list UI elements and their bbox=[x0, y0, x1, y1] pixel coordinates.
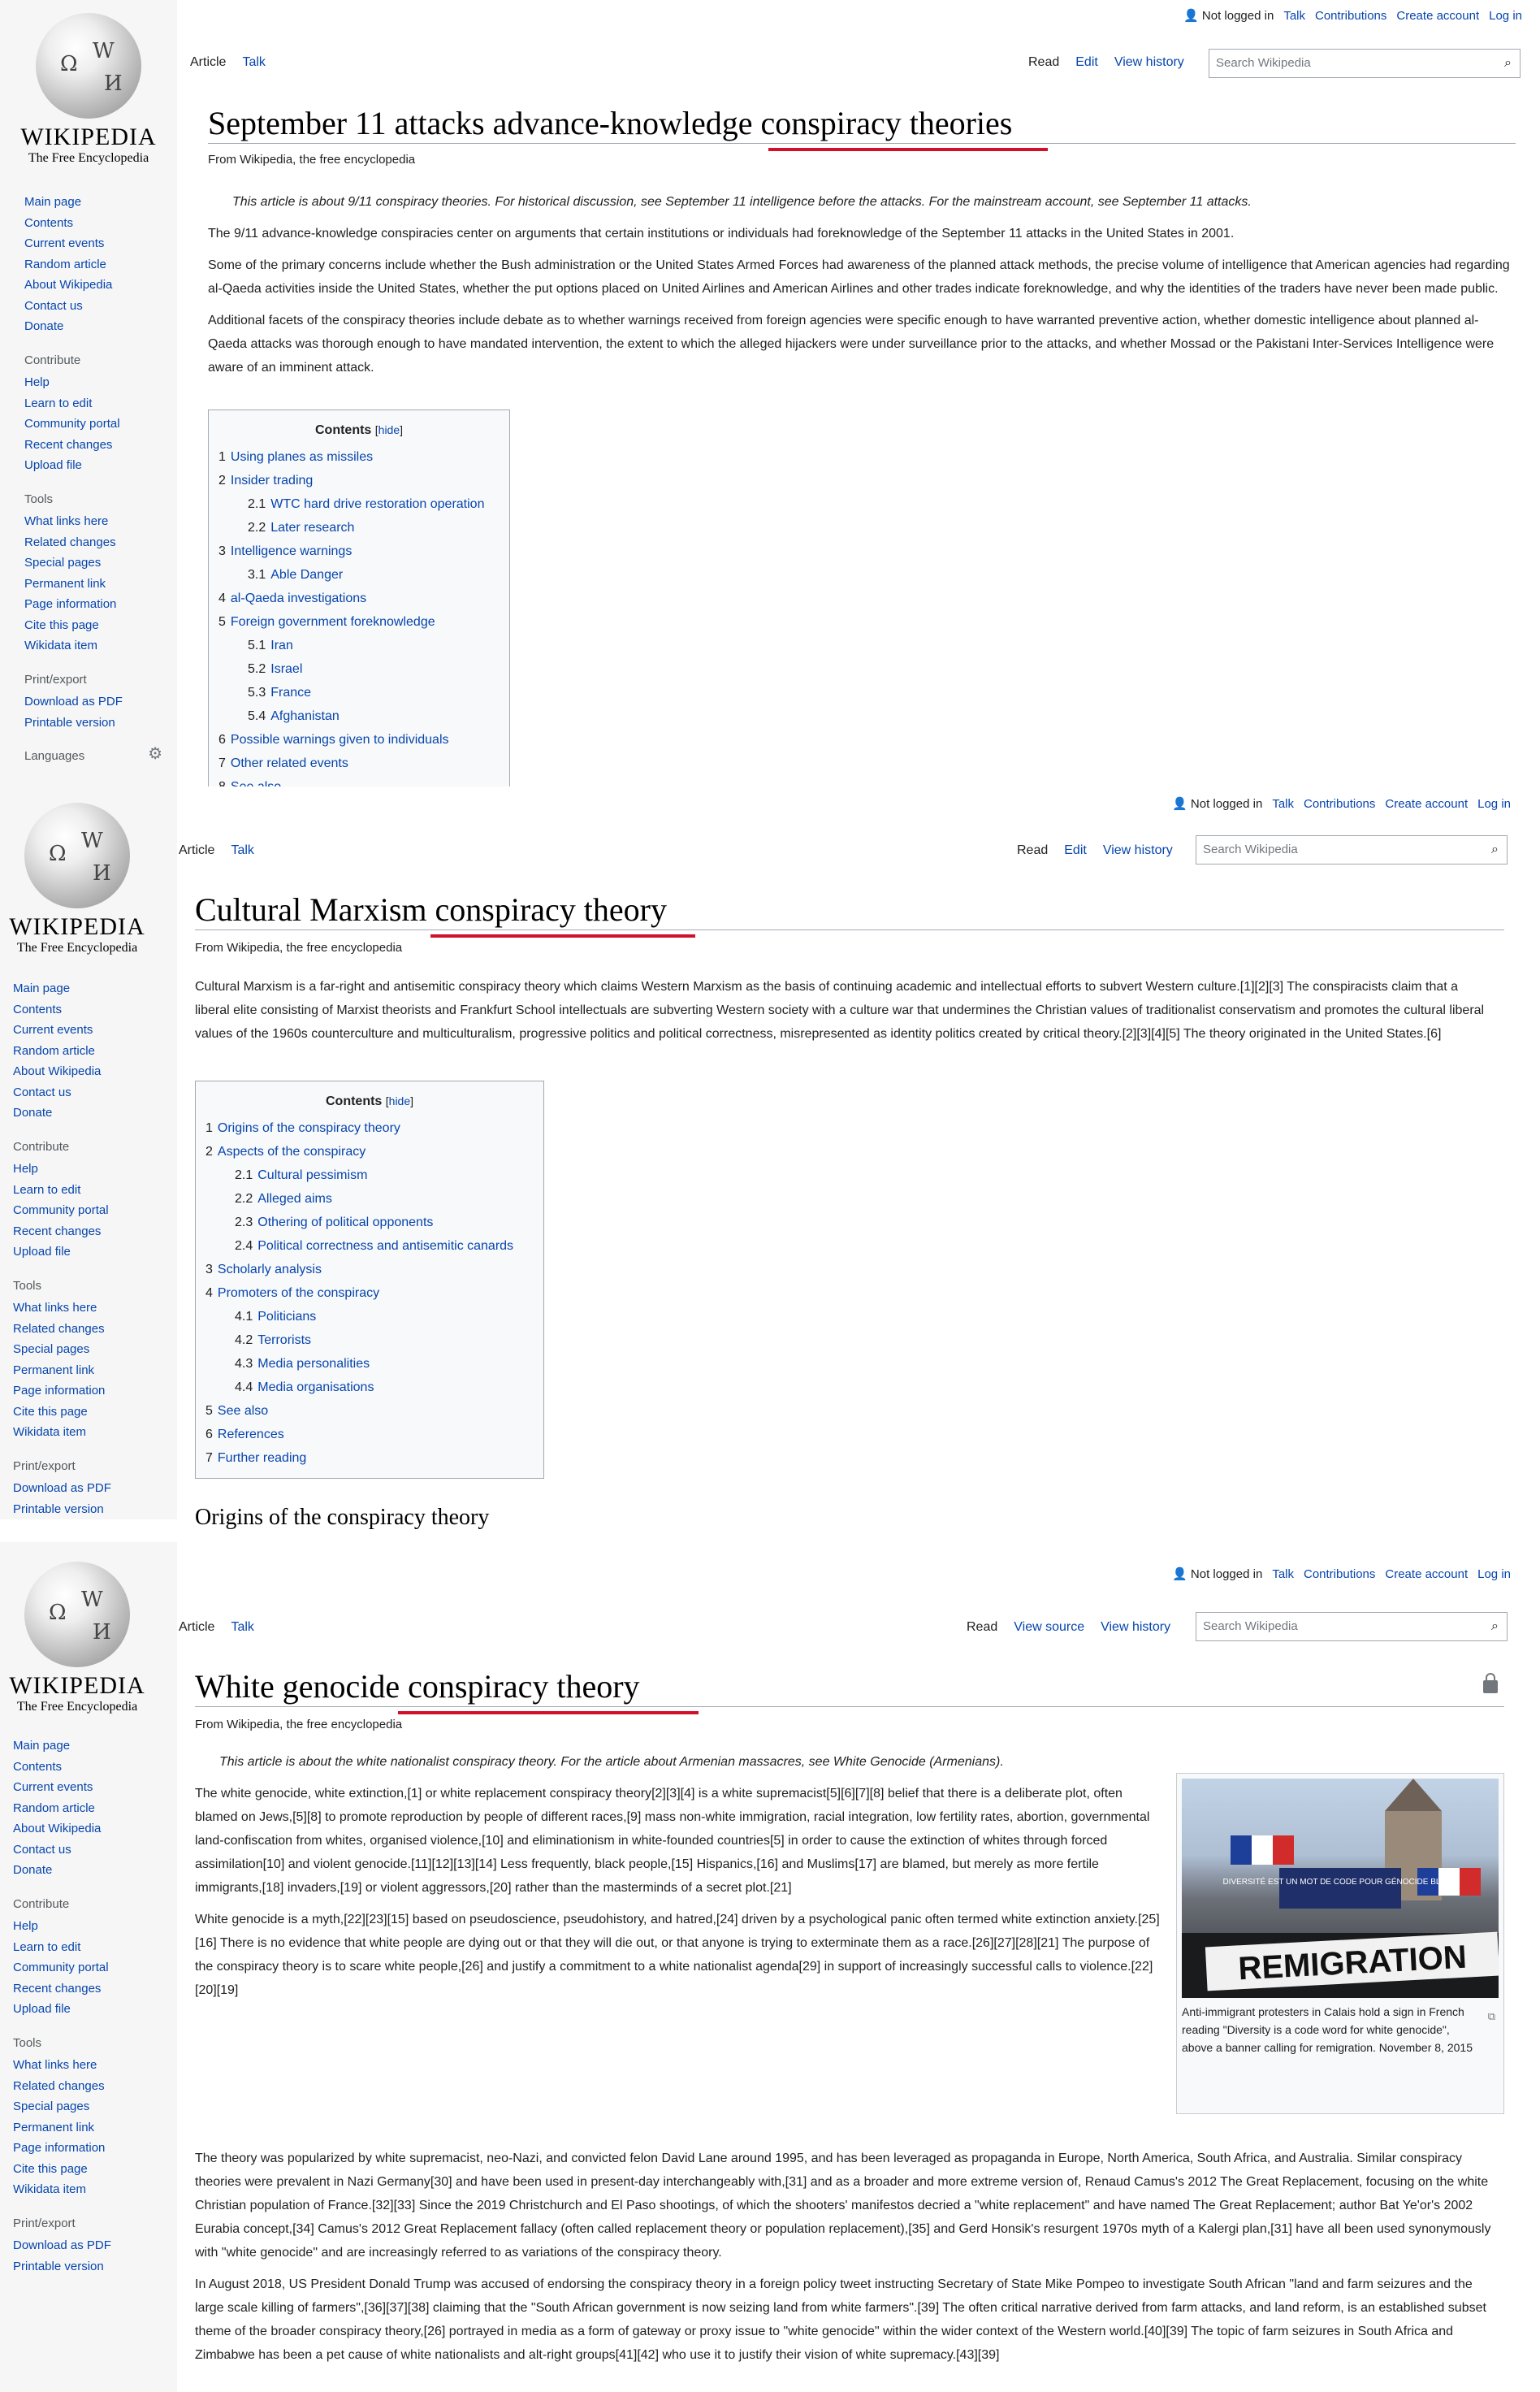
personal-link-contributions[interactable]: Contributions bbox=[1304, 797, 1376, 811]
print-heading: Print/export bbox=[24, 672, 87, 687]
tab-view-history[interactable]: View history bbox=[1101, 1620, 1171, 1634]
toc-item[interactable] bbox=[218, 445, 500, 469]
toc-item[interactable] bbox=[218, 728, 500, 752]
toc-item[interactable] bbox=[218, 587, 500, 610]
paragraph: Cultural Marxism is a far-right and antisemitic conspiracy theory which claims Western Marxism as the basis of continuing academic and intellectual efforts to subvert Western culture.[1][2][3] The conspiracists claim that a liberal elite consisting of Marxist theorists and Frankfurt School intellectuals are subverting Western society with a culture war that undermines the Christian values of traditionalist conservatism and promotes the cultural liberal values of the 1960s counterculture and multiculturalism, progressive politics and political correctness, misrepresented as identity politics created by critical theory.[2][3][4][5] The theory originated in the United States.[6] bbox=[195, 980, 1485, 1041]
toc-number: 7 bbox=[205, 1451, 213, 1465]
toc-item[interactable] bbox=[205, 1423, 534, 1446]
article-body bbox=[195, 1750, 1160, 2010]
personal-link-talk[interactable]: Talk bbox=[1283, 9, 1305, 23]
personal-link-create-account[interactable]: Create account bbox=[1385, 797, 1469, 811]
hatnote: This article is about 9/11 conspiracy theories. For historical discussion, see September 11 intelligence before the attacks. For the mainstream account, see September 11 attacks. bbox=[232, 195, 1252, 209]
toc-number: 4 bbox=[205, 1286, 213, 1300]
toc-number: 5.3 bbox=[248, 686, 266, 700]
toc-number: 5.2 bbox=[248, 662, 266, 676]
toc-text[interactable]: Media personalities bbox=[257, 1357, 370, 1371]
sidebar-item-upload-file[interactable]: Upload file bbox=[13, 1245, 71, 1259]
sidebar-item-special-pages[interactable]: Special pages bbox=[13, 1342, 90, 1356]
image-caption: Anti-immigrant protesters in Calais hold a sign in French reading "Diversity is a code word for white genocide", above a banner calling for remigration. November 8, 2015 bbox=[1182, 2005, 1473, 2054]
flag-white bbox=[1252, 1835, 1273, 1865]
toc-number: 5 bbox=[205, 1404, 213, 1418]
globe-icon: Ω W И bbox=[36, 13, 141, 119]
sidebar-item-learn-to-edit[interactable]: Learn to edit bbox=[13, 1939, 81, 1954]
sidebar-nav bbox=[13, 1736, 111, 2277]
toc-text[interactable]: Further reading bbox=[217, 1451, 307, 1465]
nav-tools bbox=[13, 1298, 111, 1443]
nav-contribute bbox=[24, 372, 162, 476]
personal-link-talk[interactable]: Talk bbox=[1272, 797, 1294, 811]
toc-item[interactable] bbox=[218, 540, 500, 563]
screenshot-sept11 bbox=[0, 0, 1540, 786]
personal-links bbox=[1274, 9, 1522, 23]
title-rule bbox=[208, 143, 1516, 144]
tab-view-history[interactable]: View history bbox=[1102, 843, 1173, 857]
toc-text[interactable]: Cultural pessimism bbox=[257, 1168, 368, 1182]
sidebar-item-permanent-link[interactable]: Permanent link bbox=[13, 2120, 95, 2134]
toc-number: 2.3 bbox=[235, 1216, 253, 1229]
sidebar-item-learn-to-edit[interactable]: Learn to edit bbox=[24, 396, 93, 410]
toc-number: 2 bbox=[205, 1145, 213, 1159]
sidebar-item-special-pages[interactable]: Special pages bbox=[24, 556, 102, 570]
languages-heading bbox=[24, 746, 162, 767]
toc-number: 6 bbox=[205, 1428, 213, 1441]
toc-number: 2 bbox=[218, 474, 226, 488]
search-icon[interactable]: ⌕ bbox=[1491, 843, 1499, 856]
sidebar-item-contents[interactable]: Contents bbox=[13, 1759, 63, 1774]
toc-text[interactable]: France bbox=[270, 686, 312, 700]
personal-link-create-account[interactable]: Create account bbox=[1385, 1567, 1469, 1581]
toc-text[interactable]: Origins of the conspiracy theory bbox=[217, 1121, 400, 1135]
sign-board bbox=[1279, 1868, 1401, 1909]
toc-title: Contents bbox=[314, 423, 372, 437]
contribute-heading: Contribute bbox=[24, 353, 81, 367]
sidebar-item-what-links-here[interactable]: What links here bbox=[13, 2058, 97, 2072]
toc-number: 2.2 bbox=[235, 1192, 253, 1206]
gear-icon[interactable]: ⚙ bbox=[148, 745, 162, 763]
toc-text[interactable]: Alleged aims bbox=[257, 1192, 332, 1206]
sidebar-item-random-article[interactable]: Random article bbox=[13, 1043, 95, 1058]
sidebar-item-page-information[interactable]: Page information bbox=[13, 1384, 106, 1398]
toc-number: 4.2 bbox=[235, 1333, 253, 1347]
site-sub: From Wikipedia, the free encyclopedia bbox=[195, 1718, 403, 1731]
personal-tools bbox=[1183, 8, 1522, 23]
tagline: The Free Encyclopedia bbox=[16, 941, 138, 955]
sidebar-item-contents[interactable]: Contents bbox=[24, 215, 74, 230]
wikipedia-logo[interactable] bbox=[8, 803, 146, 956]
view-tabs bbox=[1020, 55, 1192, 70]
toc-text[interactable]: Insider trading bbox=[230, 474, 314, 488]
toc-item[interactable] bbox=[218, 704, 500, 728]
sidebar-item-what-links-here[interactable]: What links here bbox=[13, 1301, 97, 1315]
tab-view-history[interactable]: View history bbox=[1114, 55, 1184, 69]
sidebar-item-wikidata-item[interactable]: Wikidata item bbox=[13, 1425, 87, 1439]
nav-contribute bbox=[13, 1159, 111, 1263]
screenshot-white-genocide bbox=[0, 1542, 1540, 2392]
sidebar-item-community-portal[interactable]: Community portal bbox=[24, 417, 120, 431]
sidebar-item-current-events[interactable]: Current events bbox=[24, 236, 105, 250]
sidebar-item-download-as-pdf[interactable]: Download as PDF bbox=[13, 2238, 111, 2252]
toc-number: 5.1 bbox=[248, 639, 266, 652]
nav-print bbox=[13, 2235, 111, 2277]
toc-text[interactable]: WTC hard drive restoration operation bbox=[270, 497, 485, 511]
toc-item[interactable] bbox=[205, 1446, 534, 1470]
sidebar-item-recent-changes[interactable]: Recent changes bbox=[13, 1981, 102, 1996]
page-title: Cultural Marxism conspiracy theory bbox=[195, 891, 667, 928]
sidebar-item-help[interactable]: Help bbox=[24, 375, 50, 389]
personal-link-create-account[interactable]: Create account bbox=[1396, 9, 1480, 23]
sidebar-item-donate[interactable]: Donate bbox=[13, 1863, 53, 1877]
personal-link-log-in[interactable]: Log in bbox=[1477, 1567, 1511, 1581]
toc-number: 7 bbox=[218, 756, 226, 770]
sidebar-nav bbox=[13, 978, 111, 1519]
sidebar-item-download-as-pdf[interactable]: Download as PDF bbox=[24, 695, 123, 708]
toc-text[interactable]: Using planes as missiles bbox=[230, 450, 374, 464]
sidebar-item-related-changes[interactable]: Related changes bbox=[13, 2078, 105, 2093]
site-sub: From Wikipedia, the free encyclopedia bbox=[208, 153, 416, 167]
title-rule bbox=[195, 1706, 1504, 1707]
contribute-heading: Contribute bbox=[13, 1139, 70, 1154]
personal-links bbox=[1262, 797, 1511, 811]
contribute-heading: Contribute bbox=[13, 1896, 70, 1911]
paragraph: The white genocide, white extinction,[1] or white replacement conspiracy theory[2][3][4] is a white supremacist[5][6][7][8] belief that there is a deliberate plot, often blamed on Jews,[5][8] to promote reproduction by people of different races,[9] mass non-white immigration, racial integration, low fertility rates, abortion, governmental land-confiscation from whites, organised violence,[10] and eliminationism in white-founded countries[5] in order to cause the extinction of whites through forced assimilation[10] and violent genocide.[11][12][13][14] Less frequently, black people,[15] Hispanics,[16] and Muslims[17] are blamed, but merely as more fertile immigrants,[18] invaders,[19] or violent aggressors,[20] rather than the masterminds of a secret plot.[21] bbox=[195, 1787, 1150, 1895]
toc-text[interactable]: Israel bbox=[270, 662, 303, 676]
personal-tools bbox=[1172, 796, 1511, 811]
sidebar-item-permanent-link[interactable]: Permanent link bbox=[13, 1363, 95, 1377]
screenshot-cultural-marxism bbox=[0, 786, 1540, 1530]
toc-item[interactable] bbox=[205, 1258, 534, 1281]
toc-item[interactable] bbox=[205, 1399, 534, 1423]
nav-tools bbox=[13, 2055, 111, 2200]
nav-print bbox=[13, 1478, 111, 1519]
sidebar-item-permanent-link[interactable]: Permanent link bbox=[24, 576, 106, 591]
sidebar-item-upload-file[interactable]: Upload file bbox=[24, 458, 82, 472]
hatnote: This article is about the white nationalist conspiracy theory. For the article about Armenian massacres, see White Genocide (Armenians). bbox=[219, 1755, 1004, 1769]
wikipedia-logo[interactable] bbox=[8, 1562, 146, 1714]
tab-read[interactable]: Read bbox=[1028, 55, 1060, 69]
toc-number: 2.1 bbox=[248, 497, 266, 511]
title-highlight-underline bbox=[398, 1711, 699, 1714]
flag-blue bbox=[1231, 1835, 1252, 1865]
toc-number: 3.1 bbox=[248, 568, 266, 582]
user-icon: 👤 bbox=[1172, 1567, 1187, 1581]
toc-text[interactable]: Media organisations bbox=[257, 1380, 374, 1394]
sidebar-item-main-page[interactable]: Main page bbox=[13, 982, 71, 995]
sidebar bbox=[0, 786, 177, 1519]
tab-talk[interactable]: Talk bbox=[231, 1620, 254, 1634]
toc-text[interactable]: Othering of political opponents bbox=[257, 1216, 434, 1229]
nav-main bbox=[24, 192, 162, 337]
personal-tools bbox=[1172, 1566, 1511, 1581]
tab-read[interactable]: Read bbox=[1017, 843, 1049, 857]
toc-item[interactable] bbox=[218, 634, 500, 657]
personal-links bbox=[1262, 1567, 1511, 1581]
tab-article[interactable]: Article bbox=[190, 55, 227, 69]
sidebar-item-download-as-pdf[interactable]: Download as PDF bbox=[13, 1481, 111, 1495]
sidebar-item-main-page[interactable]: Main page bbox=[24, 195, 82, 209]
sidebar-item-printable-version[interactable]: Printable version bbox=[13, 2259, 104, 2273]
nav-tools bbox=[24, 511, 162, 656]
sidebar-item-community-portal[interactable]: Community portal bbox=[13, 1203, 109, 1217]
sidebar-item-about-wikipedia[interactable]: About Wikipedia bbox=[13, 1064, 102, 1078]
toc-text[interactable]: Politicians bbox=[257, 1310, 317, 1324]
sidebar-item-help[interactable]: Help bbox=[13, 1919, 38, 1933]
toc-number: 1 bbox=[205, 1121, 213, 1135]
sidebar-item-printable-version[interactable]: Printable version bbox=[24, 715, 115, 730]
toc-number: 1 bbox=[218, 450, 226, 464]
article-body bbox=[208, 190, 1516, 388]
toc-hide-link[interactable]: hide bbox=[388, 1094, 411, 1107]
building-roof bbox=[1385, 1779, 1442, 1811]
protest-photo[interactable] bbox=[1182, 1779, 1499, 1998]
namespace-tabs bbox=[171, 843, 262, 858]
sidebar-item-what-links-here[interactable]: What links here bbox=[24, 514, 109, 528]
toc-item[interactable] bbox=[205, 1281, 534, 1305]
sidebar-item-recent-changes[interactable]: Recent changes bbox=[24, 437, 113, 452]
toc-number: 4.3 bbox=[235, 1357, 253, 1371]
tab-article[interactable]: Article bbox=[179, 843, 215, 857]
toc-text[interactable]: Aspects of the conspiracy bbox=[217, 1145, 366, 1159]
sidebar-item-contact-us[interactable]: Contact us bbox=[13, 1085, 71, 1099]
toc-heading: Contents [hide] bbox=[314, 423, 404, 437]
article-body-wide bbox=[195, 2147, 1504, 2375]
toc-text[interactable]: Terrorists bbox=[257, 1333, 312, 1347]
table-of-contents bbox=[195, 1081, 544, 1479]
wordmark: WIKIPEDIA bbox=[9, 913, 145, 940]
tools-heading: Tools bbox=[13, 1278, 42, 1293]
toc-number: 6 bbox=[218, 733, 226, 747]
sidebar-item-random-article[interactable]: Random article bbox=[13, 1800, 95, 1815]
view-tabs bbox=[1009, 843, 1181, 858]
image-thumbnail[interactable] bbox=[1176, 1773, 1504, 2114]
search-input[interactable] bbox=[1209, 49, 1521, 78]
toc-item[interactable] bbox=[218, 469, 500, 492]
wordmark: WIKIPEDIA bbox=[20, 124, 157, 150]
toc-item[interactable] bbox=[218, 657, 500, 681]
sidebar bbox=[0, 0, 177, 786]
article-body bbox=[195, 975, 1495, 1054]
tab-talk[interactable]: Talk bbox=[242, 55, 266, 69]
not-logged-in: Not logged in bbox=[1201, 9, 1274, 23]
section-heading: Origins of the conspiracy theory bbox=[195, 1505, 490, 1530]
title-highlight-underline bbox=[430, 934, 695, 938]
tab-edit[interactable]: Edit bbox=[1064, 843, 1087, 857]
sidebar-item-learn-to-edit[interactable]: Learn to edit bbox=[13, 1182, 81, 1197]
sign-text: DIVERSITÉ EST UN MOT DE CODE POUR GÉNOCIDE BLANC bbox=[1222, 1878, 1458, 1887]
toc-number: 4.4 bbox=[235, 1380, 253, 1394]
sidebar-item-cite-this-page[interactable]: Cite this page bbox=[13, 1404, 88, 1419]
toc-item[interactable] bbox=[218, 752, 500, 775]
toc-list bbox=[205, 1116, 534, 1470]
toc-item[interactable] bbox=[205, 1376, 534, 1399]
toc-item[interactable] bbox=[205, 1305, 534, 1328]
sidebar-item-random-article[interactable]: Random article bbox=[24, 257, 106, 271]
toc-text[interactable]: Scholarly analysis bbox=[217, 1263, 322, 1276]
sidebar-item-about-wikipedia[interactable]: About Wikipedia bbox=[24, 278, 113, 292]
sidebar-item-related-changes[interactable]: Related changes bbox=[13, 1321, 105, 1336]
search-icon[interactable]: ⌕ bbox=[1491, 1619, 1499, 1633]
search-icon[interactable]: ⌕ bbox=[1504, 56, 1512, 70]
sidebar-item-wikidata-item[interactable]: Wikidata item bbox=[24, 639, 98, 652]
toc-number: 5 bbox=[218, 615, 226, 629]
toc-text[interactable]: Afghanistan bbox=[270, 709, 340, 723]
sidebar-item-page-information[interactable]: Page information bbox=[24, 597, 117, 611]
toc-item[interactable] bbox=[205, 1234, 534, 1258]
wikipedia-logo[interactable] bbox=[19, 13, 158, 166]
flag-red bbox=[1273, 1835, 1294, 1865]
nav-main bbox=[13, 978, 111, 1124]
toc-text[interactable]: Intelligence warnings bbox=[230, 544, 353, 558]
search-placeholder: Search Wikipedia bbox=[1216, 56, 1311, 70]
toc-item[interactable] bbox=[218, 492, 500, 516]
page-title: September 11 attacks advance-knowledge conspiracy theories bbox=[208, 105, 1013, 141]
print-heading: Print/export bbox=[13, 2216, 76, 2230]
search-input[interactable] bbox=[1196, 835, 1508, 864]
sidebar-item-about-wikipedia[interactable]: About Wikipedia bbox=[13, 1822, 102, 1835]
paragraph: Additional facets of the conspiracy theories include debate as to whether warnings received from foreign agencies were specific enough to have warranted preventive action, whether domestic intelligence about planned al-Qaeda attacks was thorough enough to have mandated intervention, the extent to which the alleged hijackers were under surveillance prior to the attacks, and whether Mossad or the Pakistani Inter-Services Intelligence were aware of an imminent attack. bbox=[208, 314, 1495, 375]
toc-text[interactable]: al-Qaeda investigations bbox=[230, 592, 367, 605]
toc-hide-link[interactable]: hide bbox=[378, 423, 400, 436]
toc-title: Contents bbox=[325, 1094, 383, 1108]
search-placeholder: Search Wikipedia bbox=[1203, 843, 1298, 856]
toc-text[interactable]: Foreign government foreknowledge bbox=[230, 615, 435, 629]
not-logged-in: Not logged in bbox=[1190, 797, 1263, 811]
sidebar bbox=[0, 1542, 177, 2392]
sidebar-nav bbox=[24, 192, 162, 769]
toc-text[interactable]: Iran bbox=[270, 639, 293, 652]
toc-item[interactable] bbox=[205, 1187, 534, 1211]
tab-talk[interactable]: Talk bbox=[231, 843, 254, 857]
toc-item[interactable] bbox=[218, 516, 500, 540]
title-highlight-underline bbox=[768, 148, 1048, 151]
toc-number: 3 bbox=[205, 1263, 213, 1276]
toc-heading: Contents [hide] bbox=[325, 1094, 414, 1108]
namespace-tabs bbox=[182, 55, 274, 70]
languages-label: Languages bbox=[24, 749, 85, 763]
toc-number: 5.4 bbox=[248, 709, 266, 723]
sidebar-item-wikidata-item[interactable]: Wikidata item bbox=[13, 2182, 87, 2196]
paragraph: Some of the primary concerns include whether the Bush administration or the United States Armed Forces had awareness of the planned attack methods, the precise volume of intelligence that American agencies had regarding al-Qaeda activities inside the United States, whether the put options placed on United Airlines and American Airlines and other trades indicate foreknowledge, and why the identities of the traders have never been made public. bbox=[208, 258, 1510, 296]
sidebar-item-contact-us[interactable]: Contact us bbox=[24, 298, 83, 313]
user-icon: 👤 bbox=[1172, 797, 1187, 811]
nav-main bbox=[13, 1736, 111, 1881]
toc-item[interactable] bbox=[218, 681, 500, 704]
tab-article[interactable]: Article bbox=[179, 1620, 215, 1634]
namespace-tabs bbox=[171, 1620, 262, 1635]
toc-text[interactable]: Later research bbox=[270, 521, 355, 535]
print-heading: Print/export bbox=[13, 1458, 76, 1473]
toc-number: 2.1 bbox=[235, 1168, 253, 1182]
toc-text[interactable]: Possible warnings given to individuals bbox=[230, 733, 449, 747]
sidebar-item-related-changes[interactable]: Related changes bbox=[24, 535, 116, 549]
globe-icon: Ω W И bbox=[24, 1562, 130, 1667]
sidebar-item-donate[interactable]: Donate bbox=[13, 1106, 53, 1120]
toc-text[interactable]: References bbox=[217, 1428, 284, 1441]
search-placeholder: Search Wikipedia bbox=[1203, 1619, 1298, 1633]
sidebar-item-upload-file[interactable]: Upload file bbox=[13, 2002, 71, 2016]
personal-link-talk[interactable]: Talk bbox=[1272, 1567, 1294, 1581]
wordmark: WIKIPEDIA bbox=[9, 1672, 145, 1699]
sidebar-item-cite-this-page[interactable]: Cite this page bbox=[13, 2161, 88, 2176]
paragraph: White genocide is a myth,[22][23][15] based on pseudoscience, pseudohistory, and hatred,[24] driven by a psychological panic often termed white extinction anxiety.[25][16] There is no evidence that white people are dying out or that they will die out, or that anyone is trying to exterminate them as a race.[26][27][28][21] The purpose of the conspiracy theory is to scare white people,[26] and justify a commitment to a white nationalist agenda[29] in support of increasingly successful calls to violence.[22][20][19] bbox=[195, 1913, 1160, 1997]
tagline: The Free Encyclopedia bbox=[16, 1700, 138, 1714]
sidebar-item-page-information[interactable]: Page information bbox=[13, 2141, 106, 2155]
tab-edit[interactable]: Edit bbox=[1075, 55, 1098, 69]
user-icon: 👤 bbox=[1183, 9, 1199, 23]
nav-contribute bbox=[13, 1916, 111, 2020]
sidebar-item-main-page[interactable]: Main page bbox=[13, 1739, 71, 1753]
view-tabs bbox=[958, 1620, 1179, 1635]
personal-link-log-in[interactable]: Log in bbox=[1489, 9, 1522, 23]
sidebar-item-printable-version[interactable]: Printable version bbox=[13, 1502, 104, 1516]
toc-number: 4 bbox=[218, 592, 226, 605]
lock-icon[interactable] bbox=[1483, 1680, 1498, 1693]
toc-item[interactable] bbox=[205, 1164, 534, 1187]
search-input[interactable] bbox=[1196, 1612, 1508, 1641]
toc-item[interactable] bbox=[218, 610, 500, 634]
sidebar-item-donate[interactable]: Donate bbox=[24, 319, 64, 333]
toc-text[interactable]: Political correctness and antisemitic canards bbox=[257, 1239, 514, 1253]
tagline: The Free Encyclopedia bbox=[28, 151, 149, 165]
sidebar-item-current-events[interactable]: Current events bbox=[13, 1023, 93, 1037]
toc-number: 2.4 bbox=[235, 1239, 253, 1253]
toc-text[interactable]: Promoters of the conspiracy bbox=[217, 1286, 380, 1300]
toc-number: 3 bbox=[218, 544, 226, 558]
enlarge-icon[interactable]: ⧉ bbox=[1487, 2010, 1495, 2022]
sidebar-item-contact-us[interactable]: Contact us bbox=[13, 1842, 71, 1857]
tools-heading: Tools bbox=[24, 492, 54, 506]
sidebar-item-special-pages[interactable]: Special pages bbox=[13, 2100, 90, 2113]
paragraph: The theory was popularized by white supremacist, neo-Nazi, and convicted felon David Lane around 1995, and has been leveraged as propaganda in Europe, North America, South Africa, and Australia. Similar conspiracy theories were prevalent in Nazi Germany[30] and have been used in present-day interchangeably with,[31] and as a broader and more extreme version of, Renaud Camus's 2012 The Great Replacement, focusing on the white Christian population of France.[32][33] Since the 2019 Christchurch and El Paso shootings, of which the shooters' manifestos decried a "white replacement" and have named The Great Replacement; author Bat Ye'or's 2002 Eurabia concept,[34] Camus's 2012 Great Replacement fallacy (often called replacement theory or population replacement),[35] and Gerd Honsik's resurgent 1970s myth of a Kalergi plan,[31] have all been used synonymously with "white genocide" and are increasingly referred to as variations of the conspiracy theory. bbox=[195, 2152, 1491, 2260]
flag2-red bbox=[1460, 1868, 1481, 1896]
tab-read[interactable]: Read bbox=[967, 1620, 998, 1634]
site-sub: From Wikipedia, the free encyclopedia bbox=[195, 941, 403, 955]
toc-item[interactable] bbox=[218, 563, 500, 587]
sidebar-item-help[interactable]: Help bbox=[13, 1162, 38, 1176]
sidebar-item-current-events[interactable]: Current events bbox=[13, 1780, 93, 1794]
toc-item[interactable] bbox=[205, 1352, 534, 1376]
toc-item[interactable] bbox=[205, 1328, 534, 1352]
toc-number: 4.1 bbox=[235, 1310, 253, 1324]
toc-number: 2.2 bbox=[248, 521, 266, 535]
personal-link-log-in[interactable]: Log in bbox=[1477, 797, 1511, 811]
paragraph: The 9/11 advance-knowledge conspiracies center on arguments that certain institutions or individuals had foreknowledge of the September 11 attacks in the United States in 2001. bbox=[208, 227, 1235, 240]
table-of-contents bbox=[208, 410, 510, 800]
toc-list bbox=[218, 445, 500, 799]
sidebar-item-cite-this-page[interactable]: Cite this page bbox=[24, 618, 99, 632]
personal-link-contributions[interactable]: Contributions bbox=[1315, 9, 1387, 23]
paragraph: In August 2018, US President Donald Trump was accused of endorsing the conspiracy theory in a foreign policy tweet instructing Secretary of State Mike Pompeo to investigate South African "land and farm seizures and the large scale killing of farmers",[36][37][38] claiming that the "South African government is now seizing land from white farmers".[39] The often critical narrative derived from farm attacks, and land reform, is an established subset theme of the broader conspiracy theory,[26] portrayed in media as a form of gateway or proxy issue to "white genocide" within the wider context of the Western world.[40][39] The topic of farm seizures in South Africa and Zimbabwe has been a pet cause of white nationalists and alt-right groups[41][42] who use it to justify their vision of white supremacy.[43][39] bbox=[195, 2277, 1486, 2362]
toc-item[interactable] bbox=[205, 1116, 534, 1140]
tab-view-source[interactable]: View source bbox=[1014, 1620, 1085, 1634]
toc-item[interactable] bbox=[205, 1211, 534, 1234]
personal-link-contributions[interactable]: Contributions bbox=[1304, 1567, 1376, 1581]
protest-scene bbox=[1182, 1779, 1499, 1998]
sidebar-item-community-portal[interactable]: Community portal bbox=[13, 1961, 109, 1974]
not-logged-in: Not logged in bbox=[1190, 1567, 1263, 1581]
toc-text[interactable]: See also bbox=[217, 1404, 269, 1418]
banner-text: REMIGRATION bbox=[1237, 1939, 1468, 1987]
toc-text[interactable]: Able Danger bbox=[270, 568, 344, 582]
toc-item[interactable] bbox=[205, 1140, 534, 1164]
sidebar-item-contents[interactable]: Contents bbox=[13, 1002, 63, 1016]
globe-icon: Ω W И bbox=[24, 803, 130, 908]
tools-heading: Tools bbox=[13, 2035, 42, 2050]
page-title: White genocide conspiracy theory bbox=[195, 1668, 640, 1705]
nav-print bbox=[24, 691, 162, 733]
toc-text[interactable]: Other related events bbox=[230, 756, 348, 770]
sidebar-item-recent-changes[interactable]: Recent changes bbox=[13, 1224, 102, 1238]
